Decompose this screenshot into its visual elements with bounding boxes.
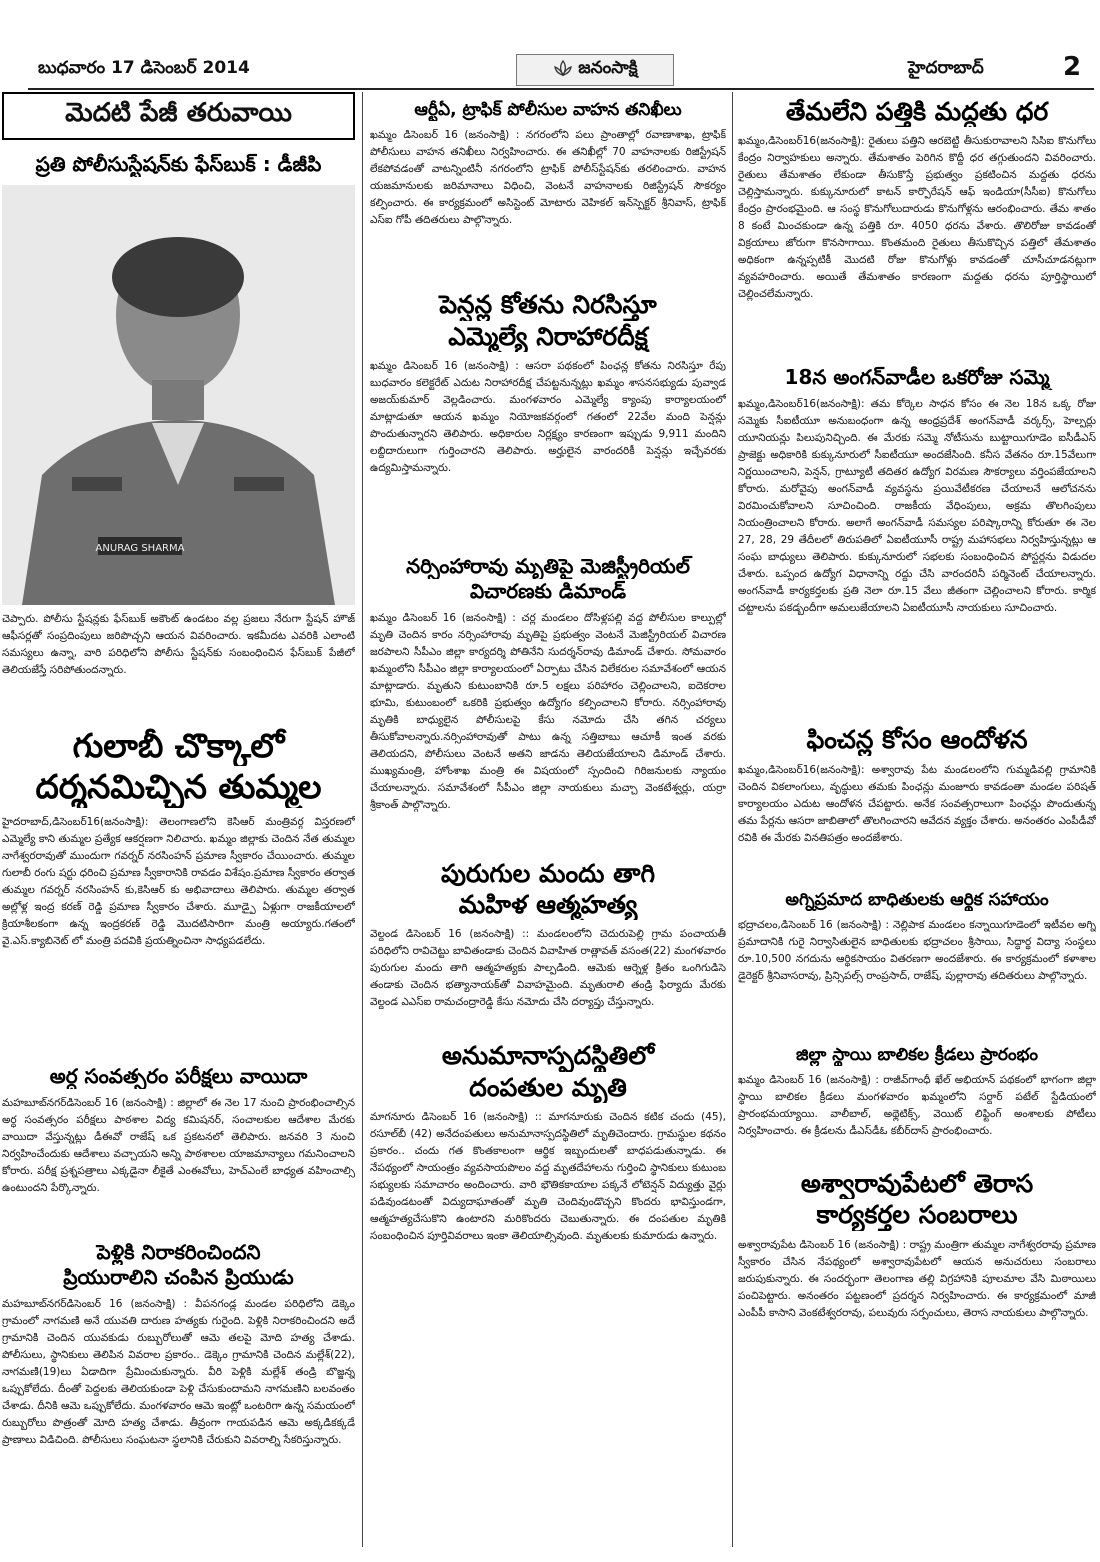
article-headline: అశ్వారావుపేటలో తెరాస <box>800 1169 1034 1198</box>
article-body: అశ్వారావుపేట డిసెంబర్ 16 (జనంసాక్షి) : రాష్ట్ర మంత్రిగా తుమ్మల నాగేశ్వరరావు ప్రమాణ స్వీకారం చేసిన నేపథ్యంలో అశ్వారావుపేటలో ఆయన అనుచరులు సంబరాలు జరుపుకున్నారు. ఈ సందర్భంగా తెలంగాణ తల్లి విగ్రహానికి పూలమాల వేసి మిఠాయిలు పంచిపెట్టారు. అనంతరం పట్టణంలో ప్రదర్శన నిర్వహించారు. ఈ కార్యక్రమంలో మాజీ ఎంపీపీ కాసాని వెంకటేశ్వరరావు, పలువురు సర్పంచులు, తెరాస నాయకులు పాల్గొన్నారు. <box>738 1238 1096 1319</box>
article-body: ఖమ్మం డిసెంబర్ 16 (జనంసాక్షి) : ఆసరా పథకంలో పింఛన్ల కోతను నిరసిస్తూ రేపు బుధవారం కలెక్టరేట్ ఎదుట నిరాహారదీక్ష చేపట్టనున్నట్లు ఖమ్మం శాసనసభ్యుడు పువ్వాడ అజయ్‌కుమార్ వెల్లడించారు. మంగళవారం ఎమ్మెల్యే క్యాంపు కార్యాలయంలో మాట్లాడుతూ ఆయన ఖమ్మం నియోజకవర్గంలో గతంలో 22వేల మంది పెన్షన్లు పొందుతున్నారని తెలిపారు. అధికారుల నిర్లక్ష్యం కారణంగా ఇప్పుడు 9,911 మందిని లబ్దిదారులుగా గుర్తించారని తెలిపారు. అర్హులైన వారందరికీ పెన్షన్లు ఇచ్చేవరకు ఉద్యమిస్తామన్నారు. <box>370 359 726 474</box>
article-body: హైదరాబాద్,డిసెంబర్16(జనంసాక్షి): తెలంగాణలోని కెసిఆర్ మంత్రివర్గ విస్తరణలో ఎమ్మెల్యే కాని తుమ్మల ప్రత్యేక ఆకర్షణగా నిలిచారు. ఖమ్మం జిల్లాకు చెందిన నేత తుమ్మల నాగేశ్వరరావుతో ముందుగా గవర్నర్ నరసింహన్ ప్రమాణ స్వీకారం చేయించారు. తుమ్మల గులాబీ రంగు షర్టు ధరించి ప్రమాణ స్వీకారానికి రావడం విశేషం.ప్రమాణ స్వీకారం తర్వాత తుమ్మల గవర్నర్ నరసింహన్ కు,కెసిఆర్ కు అభివాదాలు తెలిపారు. తుమ్మల తర్వాత అల్లోళ్ల ఇంద్ర కరణ్ రెడ్డి ప్రమాణ స్వీకారం చేశారు. మూడ్పై ఏళ్లుగా రాజకీయాలలో క్రియాశీలకంగా ఉన్న ఇంద్రకరణ్ రెడ్డి మొదటిసారిగా మంత్రి అయ్యారు.గతంలో వై.ఎస్.క్యాబినెట్ లో మంత్రి పదవికి ప్రయత్నించినా సాధ్యపడలేదు. <box>2 815 355 947</box>
article-magisterial-inquiry <box>370 554 726 848</box>
article-headline: అగ్నిప్రమాద బాధితులకు ఆర్థిక సహాయం <box>785 889 1049 910</box>
article-body: ఖమ్మం,డిసెంబర్16(జనంసాక్షి): రైతులు పత్తిని ఆరబెట్టి తీసుకురావాలని సిసిఐ కొనుగోలు కేంద్రం నిర్వాహకులు అన్నారు. తేమశాతం పెరిగిన కొద్దీ ధర తగ్గుతుందని వివరించారు. రైతులు తేమశాతం లేకుండా తీసుకొస్తే ప్రభుత్వం ప్రకటించిన మద్దతు ధరను చెల్లిస్తామన్నారు. కుక్కునూరులో కాటన్ కార్పొరేషన్ ఆఫ్ ఇండియా(సీసీఐ) కొనుగోలు కేంద్రం ప్రారంభమైంది. ఆ సంస్థ కొనుగోలుదారుడు కొనుగోళ్లను ఆరంభించారు. తేమ శాతం 8 కంటే మించకుండా ఉన్న పత్తికి రూ. 4050 ధరను వేశారు. తొలిరోజు కావడంతో విక్రయాలు జోరుగా కొనసాగాయి. కొంతమంది రైతులు తీసుకొచ్చిన పత్తిలో తేమశాతం అధికంగా ఉన్నప్పటికీ మొదటి రోజు కొనుగోళ్లు కావడంతో చూసీచూడనట్లుగా వ్యవహరించారు. అయితే తేమశాతం కారణంగా మద్దతు ధరను పూర్తిస్థాయిలో చెల్లించలేమన్నారు. <box>738 135 1096 301</box>
article-headline: దంపతుల మృతి <box>469 1072 627 1102</box>
column-left <box>2 92 355 1552</box>
masthead <box>28 52 1088 86</box>
article-body: ఖమ్మం డిసెంబర్ 16 (జనంసాక్షి) : నగరంలోని పలు ప్రాంతాల్లో రవాణాశాఖ, ట్రాఫిక్ పోలీసులు వాహన తనిఖీలు నిర్వహించారు. ఈ తనిఖీల్లో 70 వాహనాలకు రిజిస్ట్రేషన్ లేకపోవడంతో వాటన్నింటినీ నగరంలోని ట్రాఫిక్ పోలీస్‌స్టేషన్‌కు తరలించారు. వాహన యజమానులకు జరిమానాలు విధించి, వెంటనే వాహనాలకు రిజిస్ట్రేషన్ సౌకర్యం కల్పించారు. ఈ కార్యక్రమంలో అసిస్టెంట్ మోటారు వెహికల్ ఇన్‌స్పెక్టర్ శ్రీనివాస్, ట్రాఫిక్ ఎస్ఐ గోపీ తదితరులు పాల్గొన్నారు. <box>370 129 726 227</box>
column-middle <box>370 92 726 1552</box>
page-number: 2 <box>1063 52 1082 82</box>
article-body: మాగనూరు డిసెంబర్ 16 (జనంసాక్షి) :: మాగనూరుకు చెందిన కటిక చందు (45), రసూల్‌బీ (42) అనేదంపతులు అనుమానాస్పదస్థితిలో మృతిచెందారు. గ్రామస్థుల కథనం ప్రకారం.. చందు గత కొంతకాలంగా ఆర్థిక ఇబ్బందులతో బాధపడుతున్నాడు. ఈ నేపథ్యంలో సాయంత్రం వ్యవసాయపొలం వద్ద మృతదేహాలను గుర్తించి స్థానికులు కుటుంబ సభ్యులకు సమాచారం అందించారు. వారి భౌతికకాయాల పక్కనే లోటెన్షన్ విద్యుత్తు వైర్లు పడివుండటంతో విద్యుదాఘాతంతో మృతి చెందివుండొచ్చని కొందరు భావిస్తుండగా, ఆత్మహత్యచేసుకొని ఉంటారని మరికొందరు చెబుతున్నారు. ఈ దంపతుల మృతికి సంబంధించిన పూర్తివివరాలు ఇంకా తెలియాల్సివుంది. మృతులకు కుమారుడు ఉన్నారు. <box>370 1110 726 1242</box>
article-fire-relief <box>738 890 1096 1035</box>
article-headline: మహిళ ఆత్మహత్య <box>458 890 638 919</box>
article-headline: ఆర్టీఏ, ట్రాఫిక్ పోలీసుల వాహన తనిఖీలు <box>414 100 682 120</box>
lotus-icon <box>552 59 574 82</box>
article-headline: ప్రియురాలిని చంపిన ప్రియుడు <box>63 1264 294 1289</box>
column-divider <box>362 92 363 1547</box>
article-woman-suicide <box>370 858 726 1031</box>
article-headline: పెన్షన్ల కోతను నిరసిస్తూ <box>439 290 657 320</box>
article-body: వెల్దండ డిసెంబర్ 16 (జనంసాక్షి) :: మండలంలోని చెదురుపెల్లి గ్రామ పంచాయతీ పరిధిలోని రావిచెట్టు బావితండాకు చెందిన వివాహిత రాత్లావత్ వసంత(22) మంగళవారం పురుగుల మందు తాగి ఆత్మహత్యకు పాల్పడింది. ఆమెకు ఆర్నెళ్ల క్రితం ఒంగిగుడిసె తండాకు చెందిన భత్యానాయక్‌తో వివాహమైంది. మృతురాలి తండ్రి ఫిర్యాదు మేరకు వెల్దండ ఎఎస్ఐ రామచంద్రారెడ్డి కేసు నమోదు చేసి దర్యాప్తు చేస్తున్నారు. <box>370 928 726 1009</box>
article-trs-celebrations <box>738 1168 1096 1393</box>
article-body: మహబూబ్‌నగర్‌డిసెంబర్ 16 (జనంసాక్షి) : వీపనగండ్ల మండల పరిధిలోని డెక్కెం గ్రామంలో నాగమణి అనే యువతి దారుణ హత్యకు గురైంది. పెళ్లికి నిరాకరించిందని అదే గ్రామానికి చెందిన యువకుడు రుబ్బురోలుతో ఆమె తలపై మోది హత్య చేశాడు. పోలీసులు, స్థానికులు తెలిపిన వివరాల ప్రకారం.. డెక్కెం గ్రామానికి చెందిన మల్లేశ్(22), నాగమణి(19)లు ఏడాదిగా ప్రేమించుకున్నారు. వీరి పెళ్లికి మల్లేశ్ తండ్రి బొజ్జన్న ఒప్పుకోలేదు. దీంతో పెద్దలకు తెలియకుండా పెళ్లి చేసుకుందామని నాగమణిని బలవంతం చేశాడు. దీనికి ఆమె ఒప్పుకోలేదు. మంగళవారం ఆమె ఇంట్లో ఒంటరిగా ఉన్న సమయంలో రుబ్బురోలు పొత్రంతో మోది హత్య చేశాడు. తీవ్రంగా గాయపడిన ఆమె అక్కడికక్కడే ప్రాణాలు విడిచింది. పోలీసులు సంఘటనా స్థలానికి చేరుకుని వివరాల్ని సేకరిస్తున్నారు. <box>2 1297 355 1446</box>
article-anganwadi-strike <box>738 365 1096 714</box>
article-headline: ఫించన్ల కోసం ఆందోళన <box>806 725 1028 755</box>
article-headline: నర్సింహారావు మృతిపై మెజిస్ట్రీరియల్ <box>406 553 690 578</box>
article-headline: పురుగుల మందు తాగి <box>440 858 656 888</box>
article-headline: పెళ్లికి నిరాకరించిందని <box>96 1239 261 1264</box>
article-dgp-facebook <box>2 152 355 715</box>
article-headline: అనుమానాస్పదస్థితిలో <box>441 1041 655 1071</box>
article-body: భద్రాచలం,డిసెంబర్ 16 (జనంసాక్షి) : నెల్లిపాక మండలం కన్నాయిగూడెంలో ఇటీవల అగ్ని ప్రమాదానికి గురై నిర్వాసితులైన బాధితులకు భద్రాచలం శ్రీసాయి, సిద్ధార్థ విద్యా సంస్థలు రూ.10,500 నగదును ఆర్థికసాయం వితరణగా అందజేశారు. ఈ కార్యక్రమంలో కళాశాల డైరెక్టర్ శ్రీనివాసరావు, ప్రిన్సిపల్స్ రాంప్రసాద్, రాజేష్, పుల్లారావు తదితరులు పాల్గొన్నారు. <box>738 918 1096 982</box>
article-headline: ప్రతి పోలీసుస్టేషన్‌కు ఫేస్‌బుక్ : డీజీపి <box>35 152 322 176</box>
article-mla-hunger-strike <box>370 289 726 544</box>
article-headline: 18న అంగన్‌వాడీల ఒకరోజు సమ్మె <box>784 365 1050 390</box>
article-tummala <box>2 725 355 1054</box>
newspaper-logo <box>516 54 674 86</box>
article-body: ఖమ్మం,డిసెంబర్16(జనంసాక్షి): తమ కోర్కెల సాధన కోసం ఈ నెల 18న ఒక్క రోజు సమ్మెకు సీఐటీయూ అనుబంధంగా ఉన్న ఆంధ్రప్రదేశ్ అంగన్‌వాడీ వర్కర్స్, హెల్పర్లు యూనియన్లు పిలుపునిచ్చింది. ఈ మేరకు సమ్మె నోటీసును బుట్టాయిగూడెం ఐసీడీఎస్ ప్రాజెక్టు అధికారికి కుక్కునూరులో సీఐటీయూ అందజేసింది. కనీస వేతనం రూ.15వేలుగా నిర్ణయించాలని, పెన్షన్, గ్రాట్యూటీ తదితర ఉద్యోగ విరమణ సౌకర్యాలు వర్తింపజేయాలని కోరారు. మరోవైపు అంగన్‌వాడీ వ్యవస్థను ప్రయివేటీకరణ చేయాలనే ఆలోచనను విరమించుకోవాలని సూచించింది. రాజకీయ వేధింపులు, అక్రమ తొలగింపులు నియంత్రించాలని కోరారు. అలాగే అంగన్‌వాడీ సమస్యల పరిష్కారాన్ని కోరుతూ ఈ నెల 27, 28, 29 తేదీలలో తిరుపతిలో ఏఐటీయూసీ రాష్ట్ర మహాసభలు నిర్వహిస్తున్నట్లు ఆ సంఘ బాధ్యులు తెలిపారు. కుక్కునూరులో సభలకు సంబంధించిన పోస్టర్లను విడుదల చేశారు. ఒప్పంద ఉద్యోగ విధానాన్ని రద్దు చేసి వారందరినీ పర్మినెంట్ చేయాలన్నారు. అంగన్‌వాడీ కార్యకర్తలకు ప్రతి నెలా రూ.15 వేలు జీతంగా చెల్లించాలని కోరారు. కార్మిక చట్టాలను పకడ్బందీగా అమలుజేయాలని ఏఐటీయూసీ నాయకులు సూచించారు. <box>738 398 1096 615</box>
article-body: చెప్పారు. పోలీసు స్టేషన్లకు ఫేస్‌బుక్ అకౌంట్ ఉండటం వల్ల ప్రజలు నేరుగా స్టేషన్ హౌజ్ ఆఫీసర్లతో సంప్రదింపులు జరిపొచ్చని ఆయన వివరించారు. ఇకమీదట ఎవరికి ఎలాంటి సమస్యలు ఉన్నా, వారి పరిధిలోని పోలీసు స్టేషన్‌కు సంబంధించిన ఫేస్‌బుక్ పేజీలో తెలియజేస్తే సరిపోతుందన్నారు. <box>2 613 355 676</box>
article-girls-sports <box>738 1045 1096 1158</box>
name-badge: ANURAG SHARMA <box>95 543 185 554</box>
article-headline: అర్ధ సంవత్సరం పరీక్షలు వాయిదా <box>49 1063 308 1088</box>
article-couple-death <box>370 1040 726 1319</box>
edition-city: హైదరాబాద్ <box>908 58 984 78</box>
masthead-rule <box>28 88 1094 90</box>
article-body: ఖమ్మం,డిసెంబర్16(జనంసాక్షి): అశ్వారావు పేట మండలంలోని గుమ్మడివల్లి గ్రామానికి చెందిన వికలాంగులు, వృద్ధులు తమకు పింఛన్లు మంజూరు కావడంతా మండల పరిషత్ కార్యాలయం ఎదుట ఆందోళన చేపట్టారు. అనేక సంవత్సరాలుగా పింఛన్లు పొందుతున్న తమ పేర్లను ఆసరా జాబితాలో తొలగించారని ఆవేదన వ్యక్తం చేశారు. అనంతరం ఎంపీడీవో రవికి ఈ మేరకు వినతిపత్రం అందజేశారు. <box>738 763 1096 844</box>
article-headline: తేమలేని పత్తికి మద్దతు ధర <box>785 97 1049 126</box>
article-body: ఖమ్మం డిసెంబర్ 16 (జనంసాక్షి) : రాజీవ్‌గాంధీ ఖేల్ అభియాన్ పథకంలో భాగంగా జిల్లా స్థాయి బాలికల క్రీడలు మంగళవారం ఖమ్మంలోని సర్దార్ పటేల్ స్టేడియంలో ప్రారంభమయ్యాయి. వాలీబాల్, అథ్లెటిక్స్, వెయిట్ లిఫ్టింగ్ అంశాలకు పోటీలు నిర్వహించారు. ఈ క్రీడలను డీఎస్‌డీఓ కబీర్‌దాస్ ప్రారంభించారు. <box>738 1074 1096 1137</box>
column-divider <box>732 92 733 1547</box>
article-headline: ఎమ్మెల్యే నిరాహారదీక్ష <box>448 321 648 351</box>
article-headline: జిల్లా స్థాయి బాలికల క్రీడలు ప్రారంభం <box>796 1044 1038 1065</box>
issue-date: బుధవారం 17 డిసెంబర్ 2014 <box>38 58 250 78</box>
column-right <box>738 92 1096 1552</box>
article-pension-protest <box>738 724 1096 879</box>
section-label: మెదటి పేజీ తరువాయి <box>2 92 355 140</box>
article-headline: గులాబీ చొక్కాలో <box>72 726 285 765</box>
article-headline: విచారణకు డిమాండ్ <box>469 578 627 603</box>
logo-text: జనంసాక్షి <box>578 58 638 78</box>
dgp-photo <box>2 185 355 605</box>
article-headline: కార్యకర్తల సంబరాలు <box>816 1200 1018 1230</box>
article-body: మహబూబ్‌నగర్‌డిసెంబర్ 16 (జనంసాక్షి) : జిల్లాలో ఈ నెల 17 నుంచి ప్రారంభించాల్సిన అర్ధ సంవత్సరం పరీక్షలు పాఠశాల విద్య కమిషనర్, సంచాలకుల ఆదేశాల మేరకు వాయిదా వేస్తున్నట్లు డీఈవో రాజేష్ ఒక ప్రకటనలో తెలిపారు. జనవరి 3 నుంచి నిర్వహించేందుకు ఆదేశాలు వచ్చాయని అన్ని పాఠశాలల యాజమాన్యాలు గమనించాలని కోరారు. పరీక్ష ప్రశ్నపత్రాలు ఎక్కడైనా లీకైతే ఎంఈవోలు, హెచ్ఎంలే బాధ్యత వహించాల్సి ఉంటుందని పేర్కొన్నారు. <box>2 1096 355 1194</box>
article-headline: దర్శనమిచ్చిన తుమ్మల <box>35 767 322 807</box>
article-rta-checks <box>370 100 726 279</box>
article-exams-postponed <box>2 1064 355 1230</box>
article-lover-murder <box>2 1240 355 1506</box>
article-body: ఖమ్మం డిసెంబర్ 16 (జనంసాక్షి) : చర్ల మండలం దోసిళ్లపల్లి వద్ద పోలీసుల కాల్పుల్లో మృతి చెందిన కారం నర్సింహారావు మృతిపై ప్రభుత్వం వెంటనే మెజిస్ట్రీరియల్ విచారణ జరపాలని సీపీఎం జిల్లా కార్యదర్శి పోతినేని సుదర్శన్‌రావు డిమాండ్ చేశారు. సోమవారం ఖమ్మంలోని సీపీఎం జిల్లా కార్యాలయంలో ఏర్పాటు చేసిన విలేకరుల సమావేశంలో ఆయన మాట్లాడారు. మృతుని కుటుంబానికి రూ.5 లక్షలు పరిహారం చెల్లించాలని, ఐదెకరాల భూమి, కుటుంబంలో ఒకరికి ప్రభుత్వం ఉద్యోగం కల్పించాలని కోరారు. నర్సింహారావు మృతికి బాధ్యులైన పోలీసులపై కేసు నమోదు చేసి తగిన చర్యలు తీసుకోవాలన్నారు.నర్సింహారావుతో పాటు ఉన్న సత్తిబాబు ఆచూకీ ఇంత వరకు తెలియదని, పోలీసులు వెంటనే అతని జాడను తెలియజేయాలని డిమాండ్ చేశారు. ముఖ్యమంత్రి, హోంశాఖ మంత్రి ఈ విషయంలో స్పందించి గిరిజనులకు న్యాయం చేయాలన్నారు. సమావేశంలో సీపీఎం జిల్లా నాయకులు మచ్చా వెంకటేశ్వర్లు, యర్రా శ్రీకాంత్ పాల్గొన్నారు. <box>370 611 726 811</box>
article-cotton-price <box>738 96 1096 355</box>
